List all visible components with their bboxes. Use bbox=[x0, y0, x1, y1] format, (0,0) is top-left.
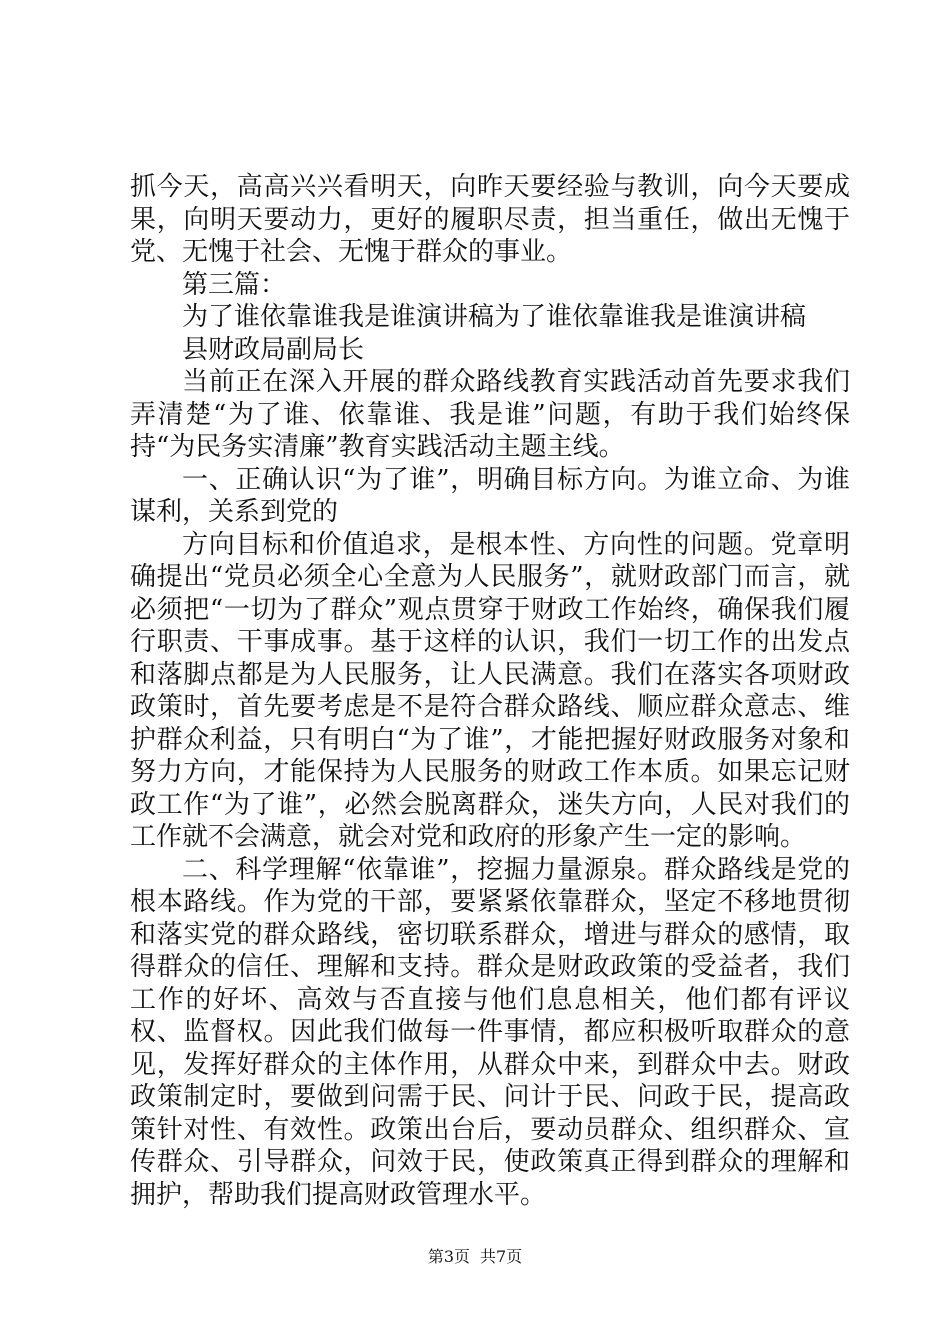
speaker-title: 县财政局副局长 bbox=[182, 334, 365, 365]
section-heading: 第三篇： bbox=[182, 269, 287, 300]
document-body bbox=[130, 171, 850, 1211]
paragraph-point-one-heading: 一、正确认识“为了谁”，明确目标方向。为谁立命、为谁谋利，关系到党的 bbox=[130, 464, 850, 527]
page-footer bbox=[0, 1244, 950, 1267]
paragraph-continuation: 抓今天，高高兴兴看明天，向昨天要经验与教训，向今天要成果，向明天要动力，更好的履职尽责，担当重任，做出无愧于党、无愧于社会、无愧于群众的事业。 bbox=[130, 172, 850, 267]
paragraph-point-two: 二、科学理解“依靠谁”，挖掘力量源泉。群众路线是党的根本路线。作为党的干部，要紧紧依靠群众，坚定不移地贯彻和落实党的群众路线，密切联系群众，增进与群众的感情，取得群众的信任、理解和支持。群众是财政政策的受益者，我们工作的好坏、高效与否直接与他们息息相关，他们都有评议权、监督权。因此我们做每一件事情，都应积极听取群众的意见，发挥好群众的主体作用，从群众中来，到群众中去。财政政策制定时，要做到问需于民、问计于民、问政于民，提高政策针对性、有效性。政策出台后，要动员群众、组织群众、宣传群众、引导群众，问效于民，使政策真正得到群众的理解和拥护，帮助我们提高财政管理水平。 bbox=[130, 854, 850, 1210]
paragraph-intro: 当前正在深入开展的群众路线教育实践活动首先要求我们弄清楚“为了谁、依靠谁、我是谁”问题，有助于我们始终保持“为民务实清廉”教育实践活动主题主线。 bbox=[130, 367, 850, 462]
paragraph-point-one-body: 方向目标和价值追求，是根本性、方向性的问题。党章明确提出“党员必须全心全意为人民服务”，就财政部门而言，就必须把“一切为了群众”观点贯穿于财政工作始终，确保我们履行职责、干事成事。基于这样的认识，我们一切工作的出发点和落脚点都是为人民服务，让人民满意。我们在落实各项财政政策时，首先要考虑是不是符合群众路线、顺应群众意志、维护群众利益，只有明白“为了谁”，才能把握好财政服务对象和努力方向，才能保持为人民服务的财政工作本质。如果忘记财政工作“为了谁”，必然会脱离群众，迷失方向，人民对我们的工作就不会满意，就会对党和政府的形象产生一定的影响。 bbox=[130, 529, 850, 852]
page-total: 共7页 bbox=[480, 1247, 523, 1266]
speech-title: 为了谁依靠谁我是谁演讲稿为了谁依靠谁我是谁演讲稿 bbox=[182, 302, 807, 332]
page-number: 第3页 bbox=[427, 1247, 470, 1266]
